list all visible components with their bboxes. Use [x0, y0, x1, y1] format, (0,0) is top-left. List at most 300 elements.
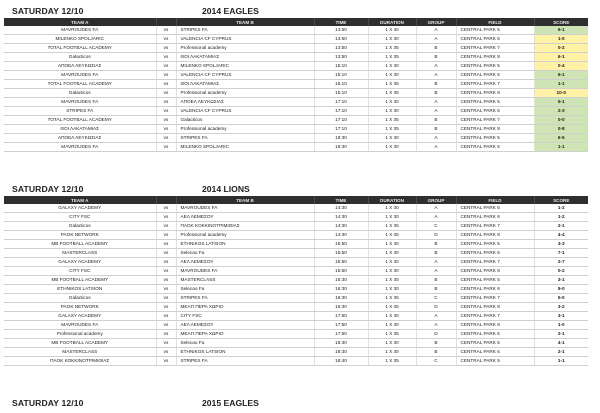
cell-duration: 1 X 30: [368, 267, 416, 276]
cell-team-a: MB FOOTBALL ACADEMY: [4, 276, 156, 285]
table-row: [4, 222, 588, 231]
cell-group: B: [416, 89, 456, 98]
cell-team-a: PAOK NETWORK: [4, 231, 156, 240]
table-row: [4, 357, 588, 366]
cell-duration: 1 X 30: [368, 71, 416, 80]
cell-score: 1-2: [534, 213, 588, 222]
cell-team-b: ΑΕΛ ΛΕΜΕΣΟΥ: [176, 321, 314, 330]
cell-vs: vs: [156, 321, 176, 330]
cell-duration: 1 X 30: [368, 35, 416, 44]
column-header-team-b: TEAM B: [176, 196, 314, 204]
cell-team-b: Selecao Fa: [176, 285, 314, 294]
cell-vs: vs: [156, 98, 176, 107]
cell-score: 6-1: [534, 53, 588, 62]
cell-score: 6-5: [534, 134, 588, 143]
cell-team-a: MB FOOTBALL ACADEMY: [4, 240, 156, 249]
cell-group: D: [416, 303, 456, 312]
cell-team-b: ETHNIKOS LATSION: [176, 240, 314, 249]
column-header-score: SCORE: [534, 18, 588, 26]
cell-group: D: [416, 231, 456, 240]
cell-team-b: Professional academy: [176, 231, 314, 240]
cell-group: B: [416, 249, 456, 258]
cell-team-b: VALENCIA CF CYPRUS: [176, 107, 314, 116]
cell-duration: 1 X 30: [368, 26, 416, 35]
table-row: [4, 116, 588, 125]
cell-field: CENTRAL PARK 6: [456, 285, 534, 294]
cell-vs: vs: [156, 285, 176, 294]
cell-time: 17:50: [314, 312, 368, 321]
table-row: [4, 143, 588, 152]
section-header: [4, 182, 588, 196]
cell-score: 2-1: [534, 330, 588, 339]
cell-team-b: ETHNIKOS LATSION: [176, 348, 314, 357]
cell-field: CENTRAL PARK 7: [456, 80, 534, 89]
cell-score: 1-1: [534, 357, 588, 366]
cell-field: CENTRAL PARK 8: [456, 267, 534, 276]
cell-score: 1-1: [534, 143, 588, 152]
column-header-time: TIME: [314, 18, 368, 26]
cell-time: 17:50: [314, 330, 368, 339]
section-title: 2014 EAGLES: [202, 6, 259, 16]
cell-duration: 1 X 35: [368, 294, 416, 303]
cell-time: 15:10: [314, 89, 368, 98]
cell-team-a: PAOK NETWORK: [4, 303, 156, 312]
cell-vs: vs: [156, 348, 176, 357]
cell-group: A: [416, 213, 456, 222]
cell-vs: vs: [156, 249, 176, 258]
column-header-vs: [156, 18, 176, 26]
cell-field: CENTRAL PARK 6: [456, 143, 534, 152]
cell-team-b: ΑΕΛ ΛΕΜΕΣΟΥ: [176, 213, 314, 222]
cell-field: CENTRAL PARK 5: [456, 276, 534, 285]
cell-time: 14:30: [314, 213, 368, 222]
table-row: [4, 339, 588, 348]
cell-team-b: ΘΟΙ ΛΑΚΑΤΑΜΙΑΣ: [176, 80, 314, 89]
cell-field: CENTRAL PARK 5: [456, 240, 534, 249]
table-row: [4, 35, 588, 44]
cell-team-a: ΠΑΟΚ ΚΟΚΚΙΝΟΤΡΙΜΙΘΙΑΣ: [4, 357, 156, 366]
cell-vs: vs: [156, 107, 176, 116]
cell-team-a: MB FOOTBALL ACADEMY: [4, 339, 156, 348]
cell-group: A: [416, 134, 456, 143]
table-row: [4, 107, 588, 116]
cell-field: CENTRAL PARK 8: [456, 321, 534, 330]
cell-group: B: [416, 276, 456, 285]
cell-score: 6-1: [534, 26, 588, 35]
cell-field: CENTRAL PARK 5: [456, 339, 534, 348]
table-row: [4, 125, 588, 134]
cell-team-a: ΑΠΟΕΛ ΛΕΥΚΩΣΙΑΣ: [4, 134, 156, 143]
cell-time: 15:10: [314, 62, 368, 71]
cell-group: B: [416, 348, 456, 357]
cell-field: CENTRAL PARK 6: [456, 330, 534, 339]
cell-time: 18:30: [314, 134, 368, 143]
column-header-duration: DURATION: [368, 196, 416, 204]
cell-score: 3-1: [534, 312, 588, 321]
cell-team-a: Galacticos: [4, 89, 156, 98]
cell-vs: vs: [156, 330, 176, 339]
cell-duration: 1 X 35: [368, 231, 416, 240]
cell-duration: 1 X 30: [368, 312, 416, 321]
cell-team-b: Selecao Fa: [176, 249, 314, 258]
column-header-team-b: TEAM B: [176, 18, 314, 26]
cell-score: 3-3: [534, 240, 588, 249]
cell-duration: 1 X 30: [368, 134, 416, 143]
cell-group: B: [416, 44, 456, 53]
cell-score: 1-1: [534, 80, 588, 89]
cell-field: CENTRAL PARK 6: [456, 71, 534, 80]
cell-group: B: [416, 240, 456, 249]
cell-vs: vs: [156, 125, 176, 134]
cell-time: 14:30: [314, 204, 368, 213]
cell-group: A: [416, 71, 456, 80]
cell-vs: vs: [156, 71, 176, 80]
cell-group: A: [416, 267, 456, 276]
cell-duration: 1 X 35: [368, 330, 416, 339]
cell-vs: vs: [156, 303, 176, 312]
cell-score: 1-0: [534, 35, 588, 44]
cell-score: 1-2: [534, 204, 588, 213]
cell-team-a: TOTAL FOOTBALL ACADEMY: [4, 80, 156, 89]
cell-group: C: [416, 294, 456, 303]
cell-score: 6-1: [534, 71, 588, 80]
fixtures-table-2014-lions: [4, 196, 588, 366]
cell-team-a: Galacticos: [4, 294, 156, 303]
cell-team-a: Professional academy: [4, 330, 156, 339]
column-header-score: SCORE: [534, 196, 588, 204]
column-header-field: FIELD: [456, 18, 534, 26]
cell-group: A: [416, 62, 456, 71]
cell-team-b: MILENKO SPOLJARIC: [176, 62, 314, 71]
cell-team-a: MAVROUDES FA: [4, 98, 156, 107]
cell-team-b: VALENCIA CF CYPRUS: [176, 35, 314, 44]
cell-score: 2-1: [534, 348, 588, 357]
column-header-team-a: TEAM A: [4, 196, 156, 204]
cell-field: CENTRAL PARK 6: [456, 107, 534, 116]
table-row: [4, 312, 588, 321]
cell-team-a: MAVROUDES FA: [4, 143, 156, 152]
cell-time: 15:10: [314, 80, 368, 89]
column-header-duration: DURATION: [368, 18, 416, 26]
cell-team-b: VALENCIA CF CYPRUS: [176, 71, 314, 80]
cell-vs: vs: [156, 213, 176, 222]
cell-field: CENTRAL PARK 6: [456, 348, 534, 357]
table-row: [4, 249, 588, 258]
column-header-vs: [156, 196, 176, 204]
cell-field: CENTRAL PARK 5: [456, 62, 534, 71]
cell-team-b: ΘΟΙ ΛΑΚΑΤΑΜΙΑΣ: [176, 53, 314, 62]
cell-vs: vs: [156, 116, 176, 125]
cell-group: A: [416, 258, 456, 267]
cell-time: 17:10: [314, 107, 368, 116]
cell-duration: 1 X 35: [368, 89, 416, 98]
cell-group: B: [416, 80, 456, 89]
cell-score: 5-0: [534, 294, 588, 303]
table-row: [4, 321, 588, 330]
cell-team-b: ΑΠΟΕΛ ΛΕΥΚΩΣΙΑΣ: [176, 98, 314, 107]
cell-team-a: GALAXY ACADEMY: [4, 204, 156, 213]
cell-vs: vs: [156, 339, 176, 348]
cell-team-b: MASTERCLASS: [176, 276, 314, 285]
cell-duration: 1 X 30: [368, 276, 416, 285]
cell-time: 17:50: [314, 321, 368, 330]
cell-score: 0-2: [534, 267, 588, 276]
cell-team-b: Professional academy: [176, 44, 314, 53]
cell-team-b: ΜΕΑΠ ΠΕΡΑ ΧΩΡΙΟ: [176, 303, 314, 312]
cell-group: B: [416, 53, 456, 62]
cell-vs: vs: [156, 267, 176, 276]
cell-time: 17:10: [314, 98, 368, 107]
cell-duration: 1 X 30: [368, 321, 416, 330]
section-title: 2015 EAGLES: [202, 398, 259, 408]
cell-duration: 1 X 30: [368, 258, 416, 267]
table-header-row: [4, 196, 588, 204]
cell-field: CENTRAL PARK 8: [456, 231, 534, 240]
cell-team-a: MASTERCLASS: [4, 348, 156, 357]
cell-field: CENTRAL PARK 5: [456, 204, 534, 213]
cell-vs: vs: [156, 231, 176, 240]
cell-team-b: Professional academy: [176, 89, 314, 98]
cell-duration: 1 X 35: [368, 80, 416, 89]
cell-duration: 1 X 35: [368, 222, 416, 231]
cell-team-b: CITY FSC: [176, 312, 314, 321]
cell-duration: 1 X 30: [368, 213, 416, 222]
cell-duration: 1 X 30: [368, 240, 416, 249]
cell-team-a: GALAXY ACADEMY: [4, 312, 156, 321]
cell-team-a: Galacticos: [4, 222, 156, 231]
cell-field: CENTRAL PARK 7: [456, 312, 534, 321]
cell-field: CENTRAL PARK 7: [456, 294, 534, 303]
cell-score: 3-1: [534, 276, 588, 285]
cell-time: 18:30: [314, 339, 368, 348]
cell-duration: 1 X 30: [368, 107, 416, 116]
table-row: [4, 98, 588, 107]
cell-duration: 1 X 30: [368, 62, 416, 71]
cell-group: A: [416, 26, 456, 35]
cell-team-b: STRIPES FA: [176, 294, 314, 303]
cell-duration: 1 X 35: [368, 53, 416, 62]
cell-time: 18:30: [314, 143, 368, 152]
cell-team-a: MILENKO SPOLJARIC: [4, 35, 156, 44]
cell-team-a: TOTAL FOOTBALL ACADEMY: [4, 44, 156, 53]
cell-team-a: CITY FSC: [4, 267, 156, 276]
cell-field: CENTRAL PARK 8: [456, 53, 534, 62]
fixtures-table-2014-eagles: [4, 18, 588, 152]
table-row: [4, 26, 588, 35]
cell-score: 0-8: [534, 125, 588, 134]
cell-time: 13:50: [314, 35, 368, 44]
cell-score: 5-0: [534, 285, 588, 294]
cell-team-a: ΘΟΙ ΛΑΚΑΤΑΜΙΑΣ: [4, 125, 156, 134]
cell-field: CENTRAL PARK 8: [456, 303, 534, 312]
cell-vs: vs: [156, 80, 176, 89]
cell-score: 2-7: [534, 258, 588, 267]
column-header-time: TIME: [314, 196, 368, 204]
table-row: [4, 62, 588, 71]
cell-time: 16:30: [314, 303, 368, 312]
cell-group: B: [416, 116, 456, 125]
table-row: [4, 53, 588, 62]
cell-group: A: [416, 143, 456, 152]
cell-time: 17:10: [314, 125, 368, 134]
cell-group: B: [416, 339, 456, 348]
cell-vs: vs: [156, 26, 176, 35]
table-row: [4, 348, 588, 357]
cell-time: 16:30: [314, 294, 368, 303]
cell-group: A: [416, 98, 456, 107]
table-row: [4, 303, 588, 312]
cell-score: 5-1: [534, 98, 588, 107]
cell-group: A: [416, 204, 456, 213]
table-row: [4, 240, 588, 249]
cell-time: 16:30: [314, 285, 368, 294]
cell-score: 10-0: [534, 89, 588, 98]
cell-duration: 1 X 30: [368, 98, 416, 107]
cell-group: C: [416, 222, 456, 231]
table-row: [4, 89, 588, 98]
cell-team-b: MILENKO SPOLJARIC: [176, 143, 314, 152]
section-title: 2014 LIONS: [202, 184, 250, 194]
table-row: [4, 231, 588, 240]
table-row: [4, 258, 588, 267]
cell-group: A: [416, 35, 456, 44]
column-header-field: FIELD: [456, 196, 534, 204]
table-row: [4, 267, 588, 276]
cell-team-a: Galacticos: [4, 53, 156, 62]
table-row: [4, 330, 588, 339]
cell-duration: 1 X 30: [368, 339, 416, 348]
table-header-row: [4, 18, 588, 26]
cell-time: 18:30: [314, 348, 368, 357]
cell-team-b: STRIPES FA: [176, 134, 314, 143]
cell-team-a: MAVROUDES FA: [4, 321, 156, 330]
table-row: [4, 204, 588, 213]
cell-team-a: ΑΠΟΕΛ ΛΕΥΚΩΣΙΑΣ: [4, 62, 156, 71]
cell-time: 15:50: [314, 249, 368, 258]
cell-team-b: Galacticos: [176, 116, 314, 125]
cell-vs: vs: [156, 35, 176, 44]
cell-team-a: MAVROUDES FA: [4, 71, 156, 80]
cell-score: 3-2: [534, 303, 588, 312]
cell-time: 15:50: [314, 267, 368, 276]
section-header: [4, 4, 588, 18]
table-row: [4, 44, 588, 53]
cell-score: 4-4: [534, 231, 588, 240]
cell-duration: 1 X 35: [368, 116, 416, 125]
cell-team-a: STRIPES FA: [4, 107, 156, 116]
cell-group: B: [416, 285, 456, 294]
cell-vs: vs: [156, 276, 176, 285]
cell-field: CENTRAL PARK 6: [456, 35, 534, 44]
cell-team-a: GALAXY ACADEMY: [4, 258, 156, 267]
cell-field: CENTRAL PARK 5: [456, 26, 534, 35]
cell-vs: vs: [156, 62, 176, 71]
cell-field: CENTRAL PARK 5: [456, 357, 534, 366]
section-date: SATURDAY 12/10: [12, 6, 84, 16]
cell-score: 1-0: [534, 321, 588, 330]
section-date: SATURDAY 12/10: [12, 184, 84, 194]
cell-field: CENTRAL PARK 7: [456, 222, 534, 231]
cell-group: A: [416, 321, 456, 330]
section-2014-eagles: [4, 4, 588, 152]
cell-team-b: STRIPES FA: [176, 26, 314, 35]
cell-time: 15:10: [314, 71, 368, 80]
cell-score: 4-1: [534, 339, 588, 348]
cell-score: 0-4: [534, 62, 588, 71]
cell-score: 7-1: [534, 249, 588, 258]
cell-duration: 1 X 35: [368, 125, 416, 134]
cell-time: 16:30: [314, 276, 368, 285]
cell-score: 2-1: [534, 222, 588, 231]
column-header-group: GROUP: [416, 196, 456, 204]
cell-team-a: MASTERCLASS: [4, 249, 156, 258]
cell-vs: vs: [156, 89, 176, 98]
cell-time: 13:50: [314, 53, 368, 62]
cell-team-b: ΠΑΟΚ ΚΟΚΚΙΝΟΤΡΙΜΙΘΙΑΣ: [176, 222, 314, 231]
cell-time: 15:50: [314, 258, 368, 267]
cell-duration: 1 X 30: [368, 249, 416, 258]
cell-group: A: [416, 312, 456, 321]
cell-vs: vs: [156, 53, 176, 62]
table-row: [4, 71, 588, 80]
cell-group: A: [416, 107, 456, 116]
cell-group: D: [416, 330, 456, 339]
cell-field: CENTRAL PARK 7: [456, 116, 534, 125]
table-row: [4, 285, 588, 294]
cell-team-b: ΜΕΑΠ ΠΕΡΑ ΧΩΡΙΟ: [176, 330, 314, 339]
cell-vs: vs: [156, 294, 176, 303]
column-header-team-a: TEAM A: [4, 18, 156, 26]
cell-duration: 1 X 35: [368, 44, 416, 53]
section-2014-lions: [4, 182, 588, 366]
cell-team-a: ETHNIKOS LATSION: [4, 285, 156, 294]
section-header-2015-eagles: [4, 396, 588, 410]
cell-group: B: [416, 125, 456, 134]
cell-vs: vs: [156, 240, 176, 249]
cell-duration: 1 X 30: [368, 285, 416, 294]
cell-field: CENTRAL PARK 8: [456, 89, 534, 98]
cell-time: 13:50: [314, 44, 368, 53]
cell-duration: 1 X 35: [368, 303, 416, 312]
cell-team-b: Selecao Fa: [176, 339, 314, 348]
cell-time: 13:50: [314, 26, 368, 35]
cell-vs: vs: [156, 204, 176, 213]
cell-time: 18:40: [314, 357, 368, 366]
column-header-group: GROUP: [416, 18, 456, 26]
cell-vs: vs: [156, 134, 176, 143]
cell-field: CENTRAL PARK 8: [456, 125, 534, 134]
cell-duration: 1 X 35: [368, 357, 416, 366]
cell-score: 0-2: [534, 44, 588, 53]
cell-time: 14:30: [314, 231, 368, 240]
table-row: [4, 134, 588, 143]
cell-vs: vs: [156, 357, 176, 366]
cell-field: CENTRAL PARK 6: [456, 213, 534, 222]
cell-vs: vs: [156, 312, 176, 321]
cell-duration: 1 X 30: [368, 204, 416, 213]
section-date: SATURDAY 12/10: [12, 398, 84, 408]
cell-group: C: [416, 357, 456, 366]
cell-field: CENTRAL PARK 5: [456, 134, 534, 143]
cell-team-b: STRIPES FA: [176, 357, 314, 366]
cell-team-b: Professional academy: [176, 125, 314, 134]
cell-team-b: MAVROUDES FA: [176, 204, 314, 213]
cell-score: 2-3: [534, 107, 588, 116]
cell-team-b: MAVROUDES FA: [176, 267, 314, 276]
table-row: [4, 294, 588, 303]
cell-duration: 1 X 30: [368, 143, 416, 152]
table-row: [4, 213, 588, 222]
